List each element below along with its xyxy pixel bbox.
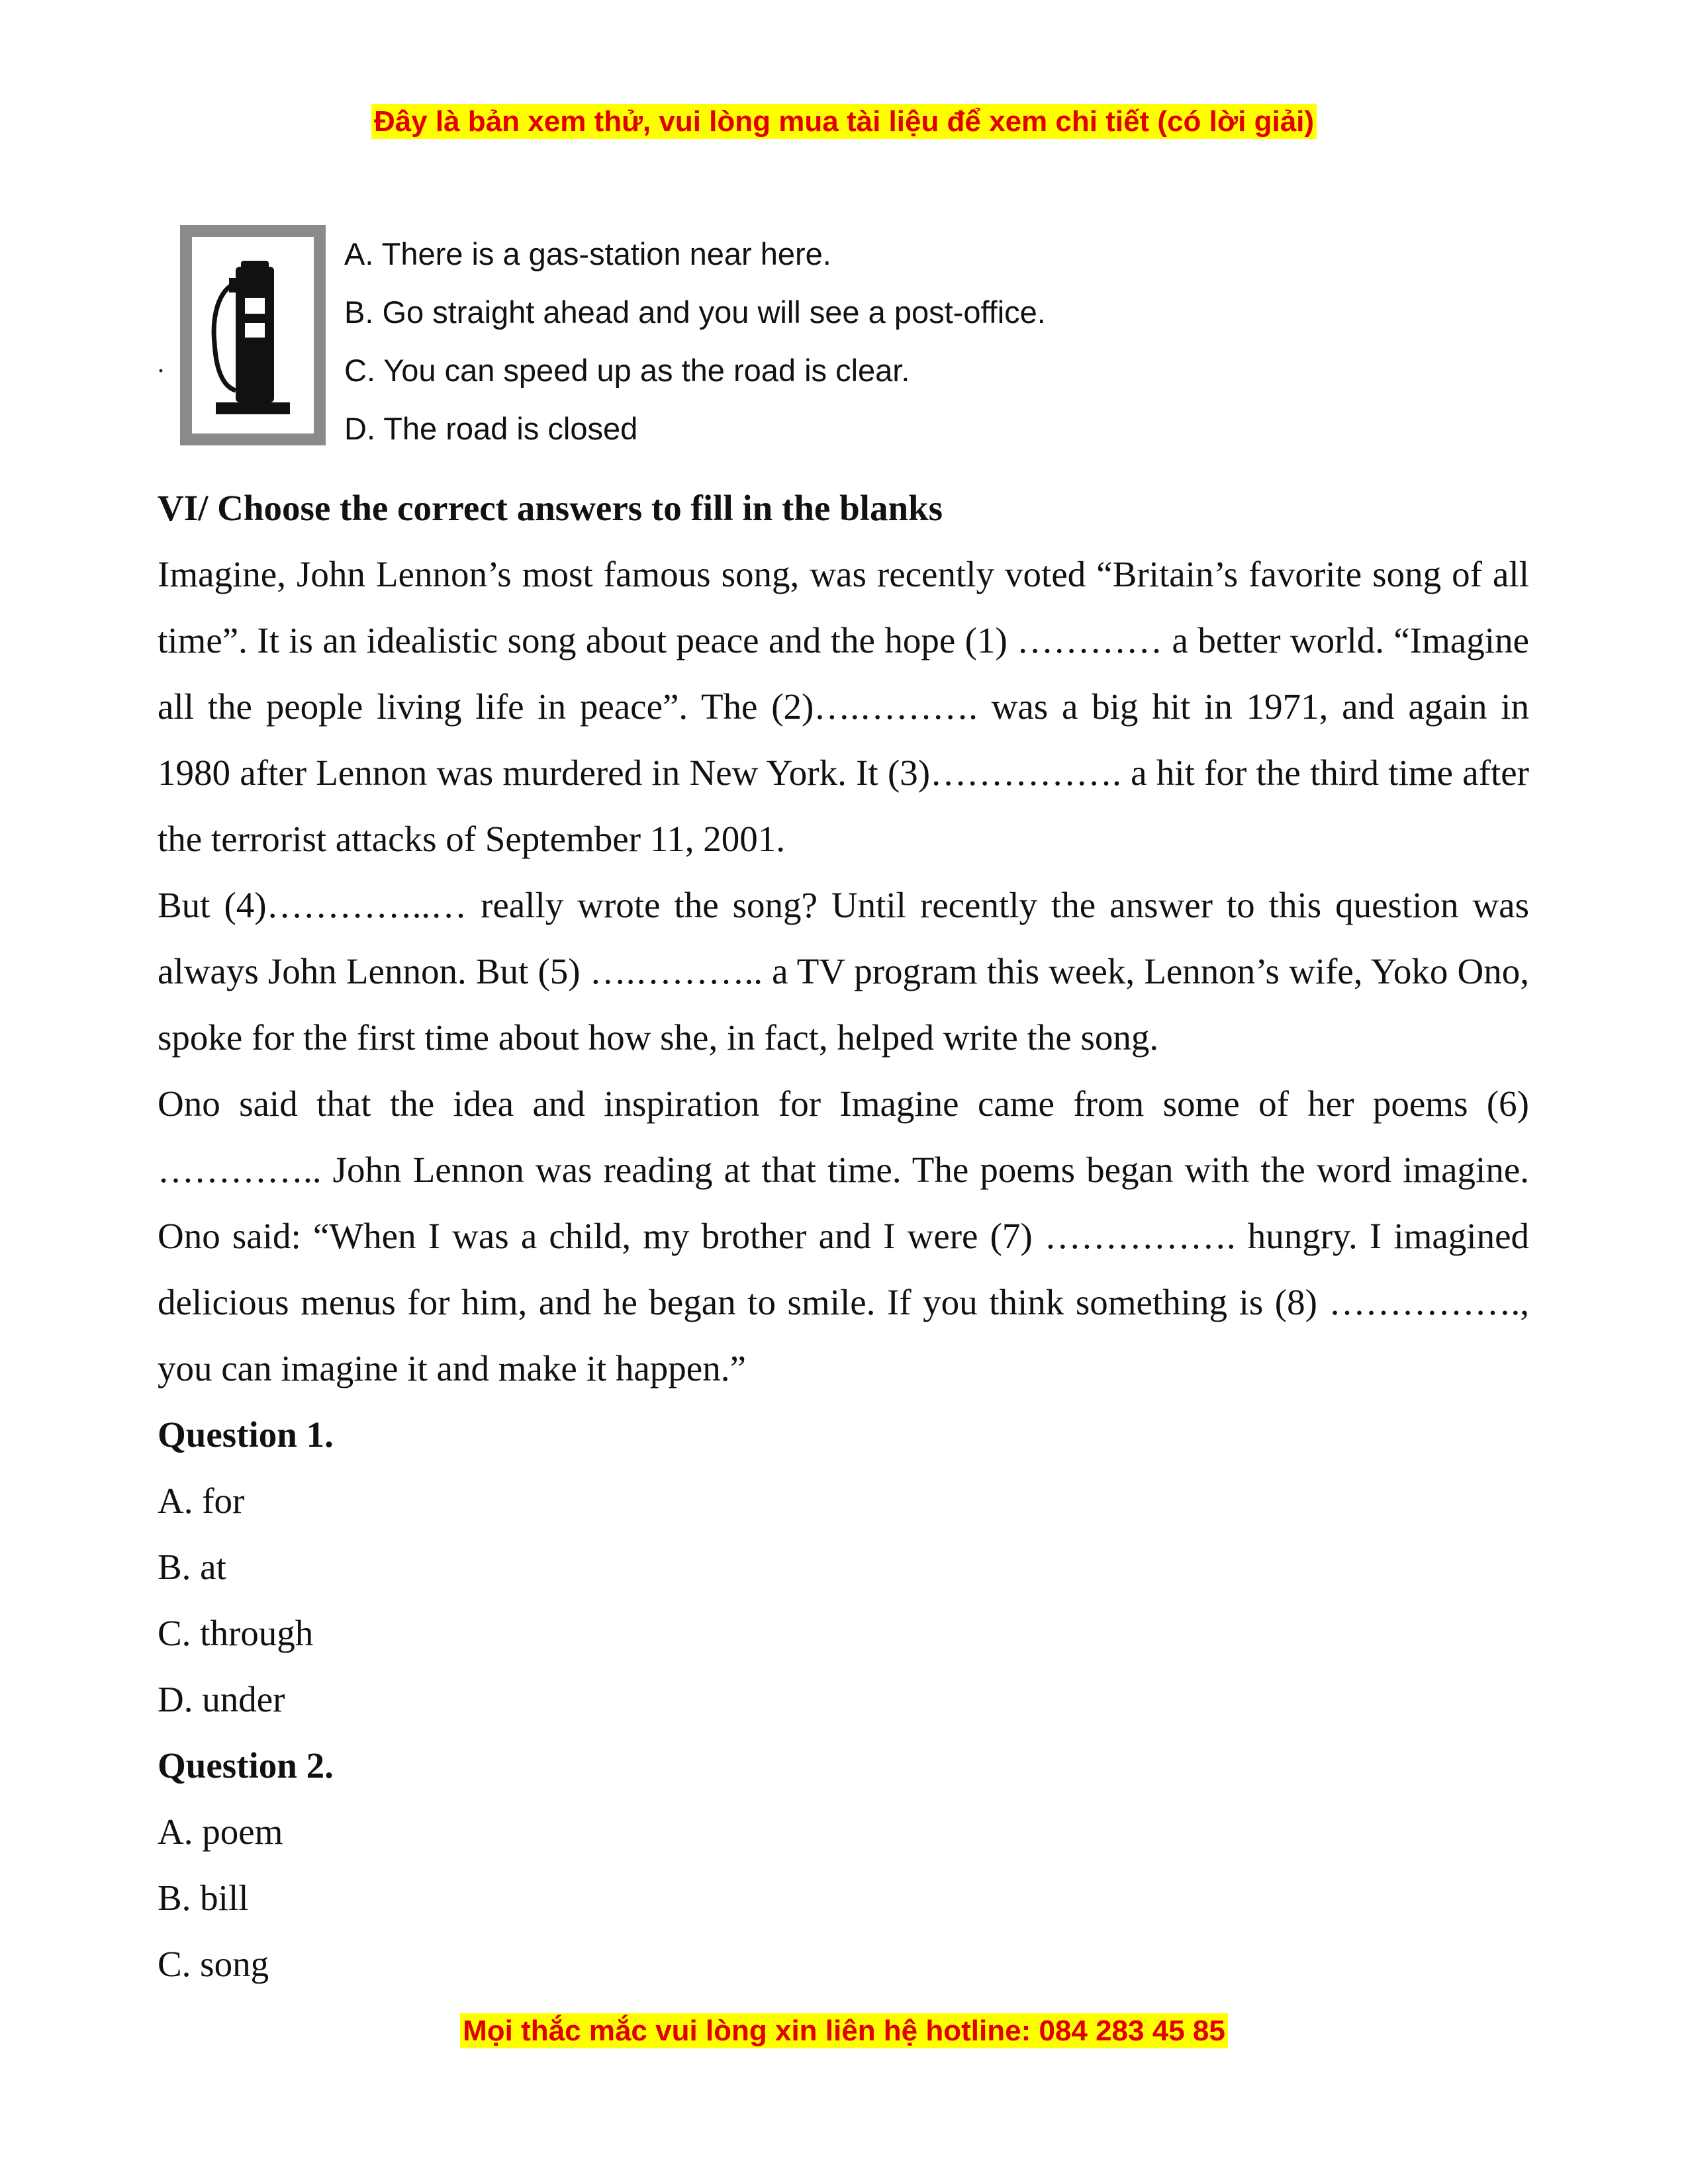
question-1-option-c: C. through	[158, 1613, 314, 1653]
sign-option-d: D. The road is closed	[344, 411, 638, 446]
question-2-title: Question 2.	[158, 1745, 334, 1786]
question-1-option-d: D. under	[158, 1679, 285, 1719]
preview-notice-text: Đây là bản xem thử, vui lòng mua tài liệu để xem chi tiết (có lời giải)	[371, 104, 1317, 139]
question-2-option-a: A. poem	[158, 1811, 283, 1852]
question-1-option-a: A. for	[158, 1480, 245, 1521]
gas-pump-sign-icon	[180, 225, 326, 445]
sign-question	[158, 225, 1150, 450]
question-2-option-c: C. song	[158, 1944, 269, 1984]
sign-question-prefix: .	[158, 348, 164, 378]
exercise-section	[158, 475, 1529, 1997]
sign-option-b: B. Go straight ahead and you will see a post-office.	[344, 295, 1046, 330]
question-2-option-b: B. bill	[158, 1878, 249, 1918]
sign-option-c: C. You can speed up as the road is clear.	[344, 353, 910, 388]
question-1-option-b: B. at	[158, 1547, 226, 1587]
passage-paragraph-2: But (4)…………..… really wrote the song? Until recently the answer to this question was always John Lennon. But (5) ….……….. a TV program this week, Lennon’s wife, Yoko Ono, spoke for the first time about how she, in fact, helped write the song.	[158, 885, 1529, 1058]
sign-option-a: A. There is a gas-station near here.	[344, 236, 831, 271]
passage-paragraph-3: Ono said that the idea and inspiration for Imagine came from some of her poems (6) ………….. John Lennon was reading at that time. The poems began with the word imagine. Ono said: “When I was a child, my brother and I were (7) ……………. hungry. I imagined delicious menus for him, and he began to smile. If you think something is (8) ……………., you can imagine it and make it happen.”	[158, 1083, 1529, 1388]
section-heading: VI/ Choose the correct answers to fill in the blanks	[158, 488, 943, 528]
hotline-banner	[0, 2012, 1688, 2050]
preview-notice-banner	[0, 103, 1688, 141]
passage-paragraph-1: Imagine, John Lennon’s most famous song, was recently voted “Britain’s favorite song of all time”. It is an idealistic song about peace and the hope (1) ………… a better world. “Imagine all the people living life in peace”. The (2)….………. was a big hit in 1971, and again in 1980 after Lennon was murdered in New York. It (3)……………. a hit for the third time after the terrorist attacks of September 11, 2001.	[158, 554, 1529, 859]
question-1-title: Question 1.	[158, 1414, 334, 1455]
sign-options-list	[344, 225, 1046, 458]
hotline-text: Mọi thắc mắc vui lòng xin liên hệ hotline: 084 283 45 85	[460, 2013, 1228, 2048]
